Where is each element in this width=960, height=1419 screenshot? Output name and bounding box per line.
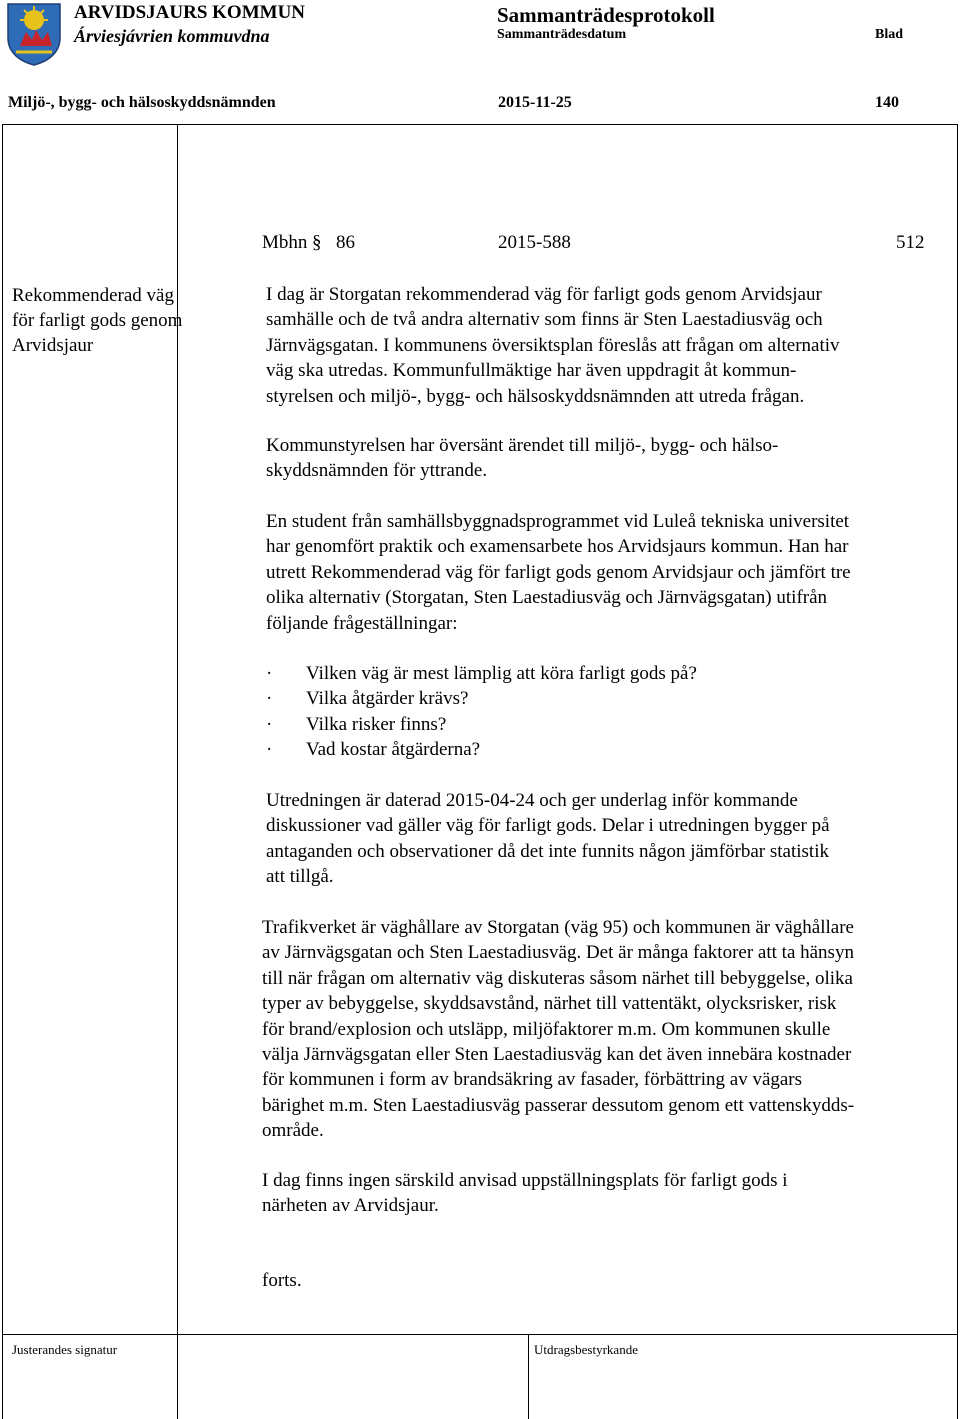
- coat-of-arms-logo: [6, 2, 62, 66]
- list-item: [266, 737, 697, 762]
- text-line: av Järnvägsgatan och Sten Laestadiusväg. Det är många faktorer att ta hänsyn: [262, 942, 854, 964]
- body-paragraph: [266, 433, 778, 484]
- text-line: följande frågeställningar:: [266, 612, 458, 634]
- text-line: Kommunstyrelsen har översänt ärendet till miljö-, bygg- och hälso-: [266, 435, 779, 456]
- section-number: 86: [336, 232, 355, 253]
- matter-title-line: Rekommenderad väg: [12, 285, 174, 306]
- text-line: antaganden och observationer då det inte funnits någon jämförbar statistik: [266, 840, 829, 862]
- question-list: [266, 661, 697, 763]
- text-line: styrelsen och miljö-, bygg- och hälsoskyddsnämnden att utreda frågan.: [266, 385, 805, 407]
- text-line: område.: [262, 1120, 324, 1142]
- body-paragraph: [266, 788, 830, 890]
- text-line: att tillgå.: [266, 866, 334, 888]
- list-item: [266, 661, 697, 686]
- text-line: diskussioner vad gäller väg för farligt gods. Delar i utredningen bygger på: [266, 815, 830, 837]
- case-number: 2015-588: [498, 232, 571, 253]
- text-line: I dag finns ingen särskild anvisad uppställningsplats för farligt gods i: [262, 1170, 788, 1191]
- text-line: samhälle och de två andra alternativ som finns är Sten Laestadiusväg och: [266, 309, 823, 331]
- page-number: 140: [875, 94, 899, 111]
- meeting-date: 2015-11-25: [498, 94, 572, 111]
- section-symbol: §: [312, 232, 322, 253]
- matter-title-line: för farligt gods genom: [12, 310, 183, 331]
- page-label: Blad: [875, 27, 904, 42]
- bullet-marker: ·: [266, 739, 273, 761]
- list-item-text: Vilka åtgärder krävs?: [306, 688, 469, 710]
- text-line: skyddsnämnden för yttrande.: [266, 460, 488, 482]
- right-border: [957, 124, 958, 1419]
- text-line: närheten av Arvidsjaur.: [262, 1195, 439, 1217]
- footer-column-divider: [528, 1334, 529, 1419]
- certification-label: Utdragsbestyrkande: [534, 1342, 638, 1357]
- board-name: Miljö-, bygg- och hälsoskyddsnämnden: [8, 94, 276, 111]
- footer-divider: [2, 1334, 957, 1335]
- list-item: [266, 712, 697, 737]
- left-border: [2, 124, 3, 1419]
- continued-note: forts.: [262, 1270, 302, 1291]
- body-paragraph: [262, 915, 854, 1144]
- text-line: till när frågan om alternativ väg diskuteras såsom närhet till bebyggelse, olika: [262, 967, 853, 989]
- text-line: Järnvägsgatan. I kommunens översiktsplan föreslås att frågan om alternativ: [266, 334, 840, 356]
- list-item-text: Vilka risker finns?: [306, 713, 447, 735]
- bullet-marker: ·: [266, 663, 273, 684]
- text-line: olika alternativ (Storgatan, Sten Laestadiusväg och Järnvägsgatan) utifrån: [266, 587, 828, 609]
- text-line: välja Järnvägsgatan eller Sten Laestadiusväg kan det även innebära kostnader: [262, 1044, 852, 1066]
- body-paragraph: [266, 509, 851, 636]
- bullet-marker: ·: [266, 713, 273, 735]
- bullet-marker: ·: [266, 688, 273, 710]
- signature-label: Justerandes signatur: [12, 1342, 118, 1357]
- text-line: Utredningen är daterad 2015-04-24 och ger underlag inför kommande: [266, 790, 798, 811]
- body-paragraph: [262, 1168, 788, 1219]
- list-item: [266, 686, 697, 711]
- text-line: för brand/explosion och utsläpp, miljöfaktorer m.m. Om kommunen skulle: [262, 1018, 831, 1040]
- text-line: Trafikverket är väghållare av Storgatan (väg 95) och kommunen är väghållare: [262, 917, 854, 938]
- text-line: typer av bebyggelse, skyddsavstånd, närhet till vattentäkt, olycksrisker, risk: [262, 993, 837, 1015]
- body-abbreviation: Mbhn: [262, 232, 308, 253]
- municipality-name-sami: Árviesjávrien kommuvdna: [74, 26, 270, 46]
- header-divider: [2, 124, 957, 125]
- list-item-text: Vilken väg är mest lämplig att köra farligt gods på?: [306, 663, 697, 684]
- list-item-text: Vad kostar åtgärderna?: [306, 739, 481, 761]
- municipality-name: ARVIDSJAURS KOMMUN: [74, 2, 306, 23]
- meeting-date-label: Sammanträdesdatum: [497, 27, 627, 42]
- text-line: för kommunen i form av brandsäkring av fasader, förbättring av vägars: [262, 1069, 803, 1091]
- matter-title-line: Arvidsjaur: [12, 335, 94, 356]
- text-line: En student från samhällsbyggnadsprogrammet vid Luleå tekniska universitet: [266, 511, 850, 532]
- document-title: Sammanträdesprotokoll: [497, 3, 715, 27]
- matter-title: [12, 283, 242, 358]
- text-line: I dag är Storgatan rekommenderad väg för farligt gods genom Arvidsjaur: [266, 284, 822, 305]
- text-line: väg ska utredas. Kommunfullmäktige har även uppdragit åt kommun-: [266, 360, 797, 382]
- text-line: har genomfört praktik och examensarbete hos Arvidsjaurs kommun. Han har: [266, 536, 849, 558]
- text-line: utrett Rekommenderad väg för farligt gods genom Arvidsjaur och jämfört tre: [266, 561, 851, 583]
- reference-number: 512: [896, 232, 925, 253]
- text-line: bärighet m.m. Sten Laestadiusväg passerar dessutom genom ett vattenskydds-: [262, 1094, 855, 1116]
- body-paragraph: [266, 282, 840, 409]
